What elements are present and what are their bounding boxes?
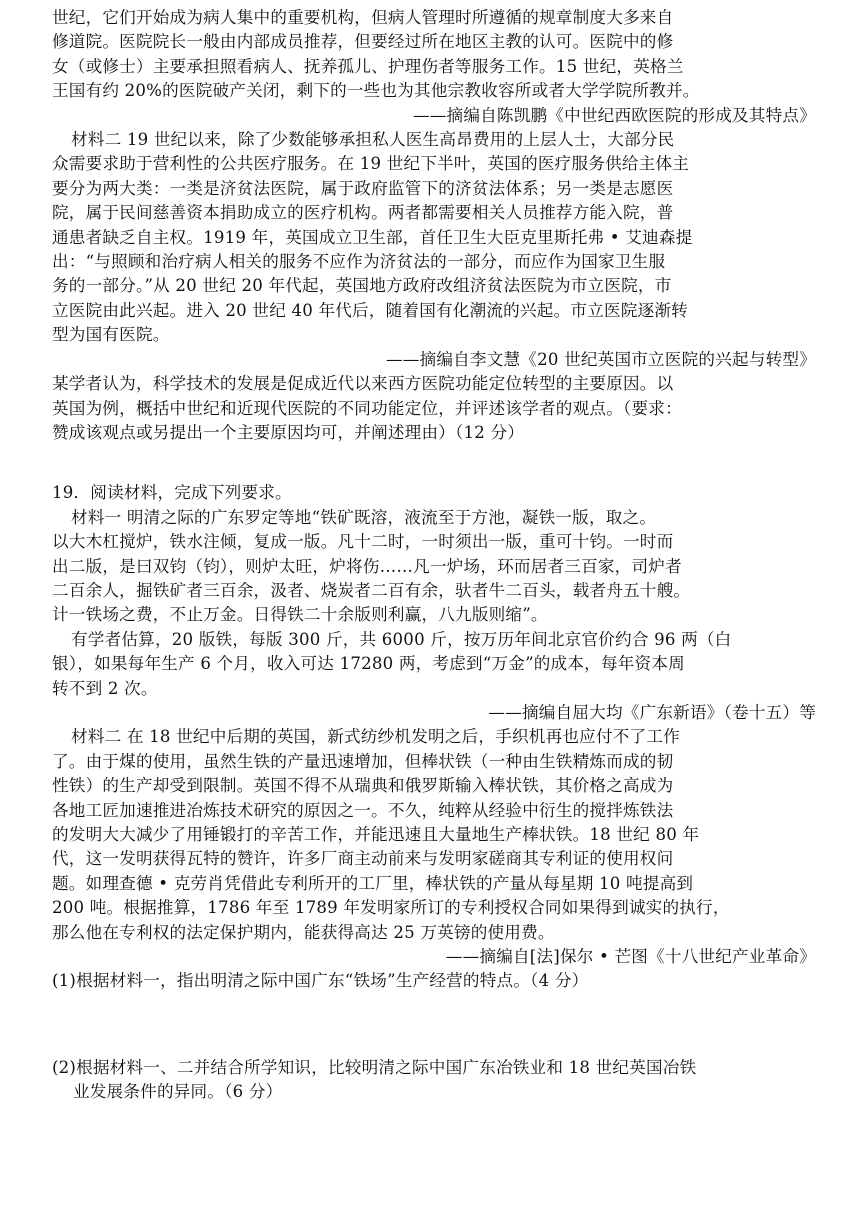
source-citation: ——摘编自屈大均《广东新语》（卷十五）等 — [488, 702, 816, 722]
spacer — [52, 1048, 816, 1056]
question-header: 19．阅读材料，完成下列要求。 — [52, 483, 292, 503]
question-line: 某学者认为，科学技术的发展是促成近代以来西方医院功能定位转型的主要原因。以 — [52, 374, 674, 394]
text-line: 出二版，是曰双钧（钧），则炉太旺，炉将伤……凡一炉场，环而居者三百家，司炉者 — [52, 556, 682, 576]
subquestion-2: (2)根据材料一、二并结合所学知识，比较明清之际中国广东冶铁业和 18 世纪英国冶铁 — [52, 1057, 697, 1077]
source-citation: ——摘编自[法]保尔 • 芒图《十八世纪产业革命》 — [445, 947, 816, 967]
text-line: 院，属于民间慈善资本捐助成立的医疗机构。两者都需要相关人员推荐方能入院，普 — [52, 203, 674, 223]
spacer — [52, 445, 816, 481]
q19 — [52, 481, 816, 1104]
answer-space — [52, 994, 816, 1048]
text-line: 众需要求助于营利性的公共医疗服务。在 19 世纪下半叶，英国的医疗服务供给主体主 — [52, 154, 690, 174]
text-line: 计一铁场之费，不止万金。日得铁二十余版则利赢，八九版则缩”。 — [52, 605, 548, 625]
subquestion-2-cont: 业发展条件的异同。（6 分） — [73, 1082, 283, 1102]
text-line: 了。由于煤的使用，虽然生铁的产量迅速增加，但棒状铁（一种由生铁精炼而成的韧 — [52, 751, 674, 771]
text-line: 200 吨。根据推算，1786 年至 1789 年发明家所订的专利授权合同如果得到诚实的执行， — [52, 898, 730, 918]
text-line: 型为国有医院。 — [52, 325, 170, 345]
text-line: 有学者估算，20 版铁，每版 300 斤，共 6000 斤，按万历年间北京官价约合 96 两（白 — [71, 629, 732, 649]
text-line: 以大木杠搅炉，铁水注倾，复成一版。凡十二时，一时须出一版，重可十钧。一时而 — [52, 532, 674, 552]
text-line: 代，这一发明获得瓦特的赞许，许多厂商主动前来与发明家磋商其专利证的使用权问 — [52, 849, 674, 869]
source-citation: ——摘编自陈凯鹏《中世纪西欧医院的形成及其特点》 — [412, 105, 816, 125]
text-line: 的发明大大减少了用锤锻打的辛苦工作，并能迅速且大量地生产棒状铁。18 世纪 80 年 — [52, 825, 700, 844]
text-line: 务的一部分。”从 20 世纪 20 年代起，英国地方政府改组济贫法医院为市立医院，市 — [52, 276, 672, 296]
question-line: 英国为例，概括中世纪和近现代医院的不同功能定位，并评述该学者的观点。（要求： — [52, 398, 682, 418]
text-line: 材料一 明清之际的广东罗定等地“铁矿既溶，液流至于方池，凝铁一版，取之。 — [71, 507, 657, 527]
q18-material2 — [52, 128, 816, 372]
text-line: 材料二 在 18 世纪中后期的英国，新式纺纱机发明之后，手织机再也应付不了工作 — [71, 727, 680, 747]
text-line: 那么他在专利权的法定保护期内，能获得高达 25 万英镑的使用费。 — [52, 922, 555, 942]
text-line: 材料二 19 世纪以来，除了少数能够承担私人医生高昂费用的上层人士，大部分民 — [71, 130, 675, 150]
question-line: 赞成该观点或另提出一个主要原因均可，并阐述理由）（12 分） — [52, 422, 525, 442]
text-line: 题。如理查德 • 克劳肖凭借此专利所开的工厂里，棒状铁的产量从每星期 10 吨提高到 — [52, 873, 694, 893]
text-line: 转不到 2 次。 — [52, 678, 158, 698]
text-line: 女（或修士）主要承担照看病人、抚养孤儿、护理伤者等服务工作。15 世纪，英格兰 — [52, 56, 684, 76]
text-line: 银），如果每年生产 6 个月，收入可达 17280 两，考虑到“万金”的成本，每年资本周 — [52, 654, 685, 674]
subquestion-1: (1)根据材料一，指出明清之际中国广东“铁场”生产经营的特点。（4 分） — [52, 971, 589, 991]
text-line: 世纪，它们开始成为病人集中的重要机构，但病人管理时所遵循的规章制度大多来自 — [52, 8, 674, 27]
q18-question — [52, 372, 816, 445]
text-line: 性铁）的生产却受到限制。英国不得不从瑞典和俄罗斯输入棒状铁，其价格之高成为 — [52, 776, 674, 796]
text-line: 二百余人，掘铁矿者三百余，汲者、烧炭者二百有余，驮者牛二百头，载者舟五十艘。 — [52, 580, 691, 600]
text-line: 王国有约 20%的医院破产关闭，剩下的一些也为其他宗教收容所或者大学学院所教并。 — [52, 81, 700, 101]
source-citation: ——摘编自李文慧《20 世纪英国市立医院的兴起与转型》 — [385, 349, 816, 369]
text-line: 通患者缺乏自主权。1919 年，英国成立卫生部，首任卫生大臣克里斯托弗 • 艾迪森提 — [52, 227, 693, 247]
text-line: 立医院由此兴起。进入 20 世纪 40 年代后，随着国有化潮流的兴起。市立医院逐渐转 — [52, 300, 688, 320]
text-line: 出：“与照顾和治疗病人相关的服务不应作为济贫法的一部分，而应作为国家卫生服 — [52, 252, 666, 272]
text-line: 各地工匠加速推进冶炼技术研究的原因之一。不久，纯粹从经验中衍生的搅拌炼铁法 — [52, 800, 674, 820]
text-line: 要分为两大类：一类是济贫法医院，属于政府监管下的济贫法体系；另一类是志愿医 — [52, 178, 674, 198]
text-line: 修道院。医院院长一般由内部成员推荐，但要经过所在地区主教的认可。医院中的修 — [52, 32, 674, 52]
q18-material1 — [52, 6, 816, 128]
